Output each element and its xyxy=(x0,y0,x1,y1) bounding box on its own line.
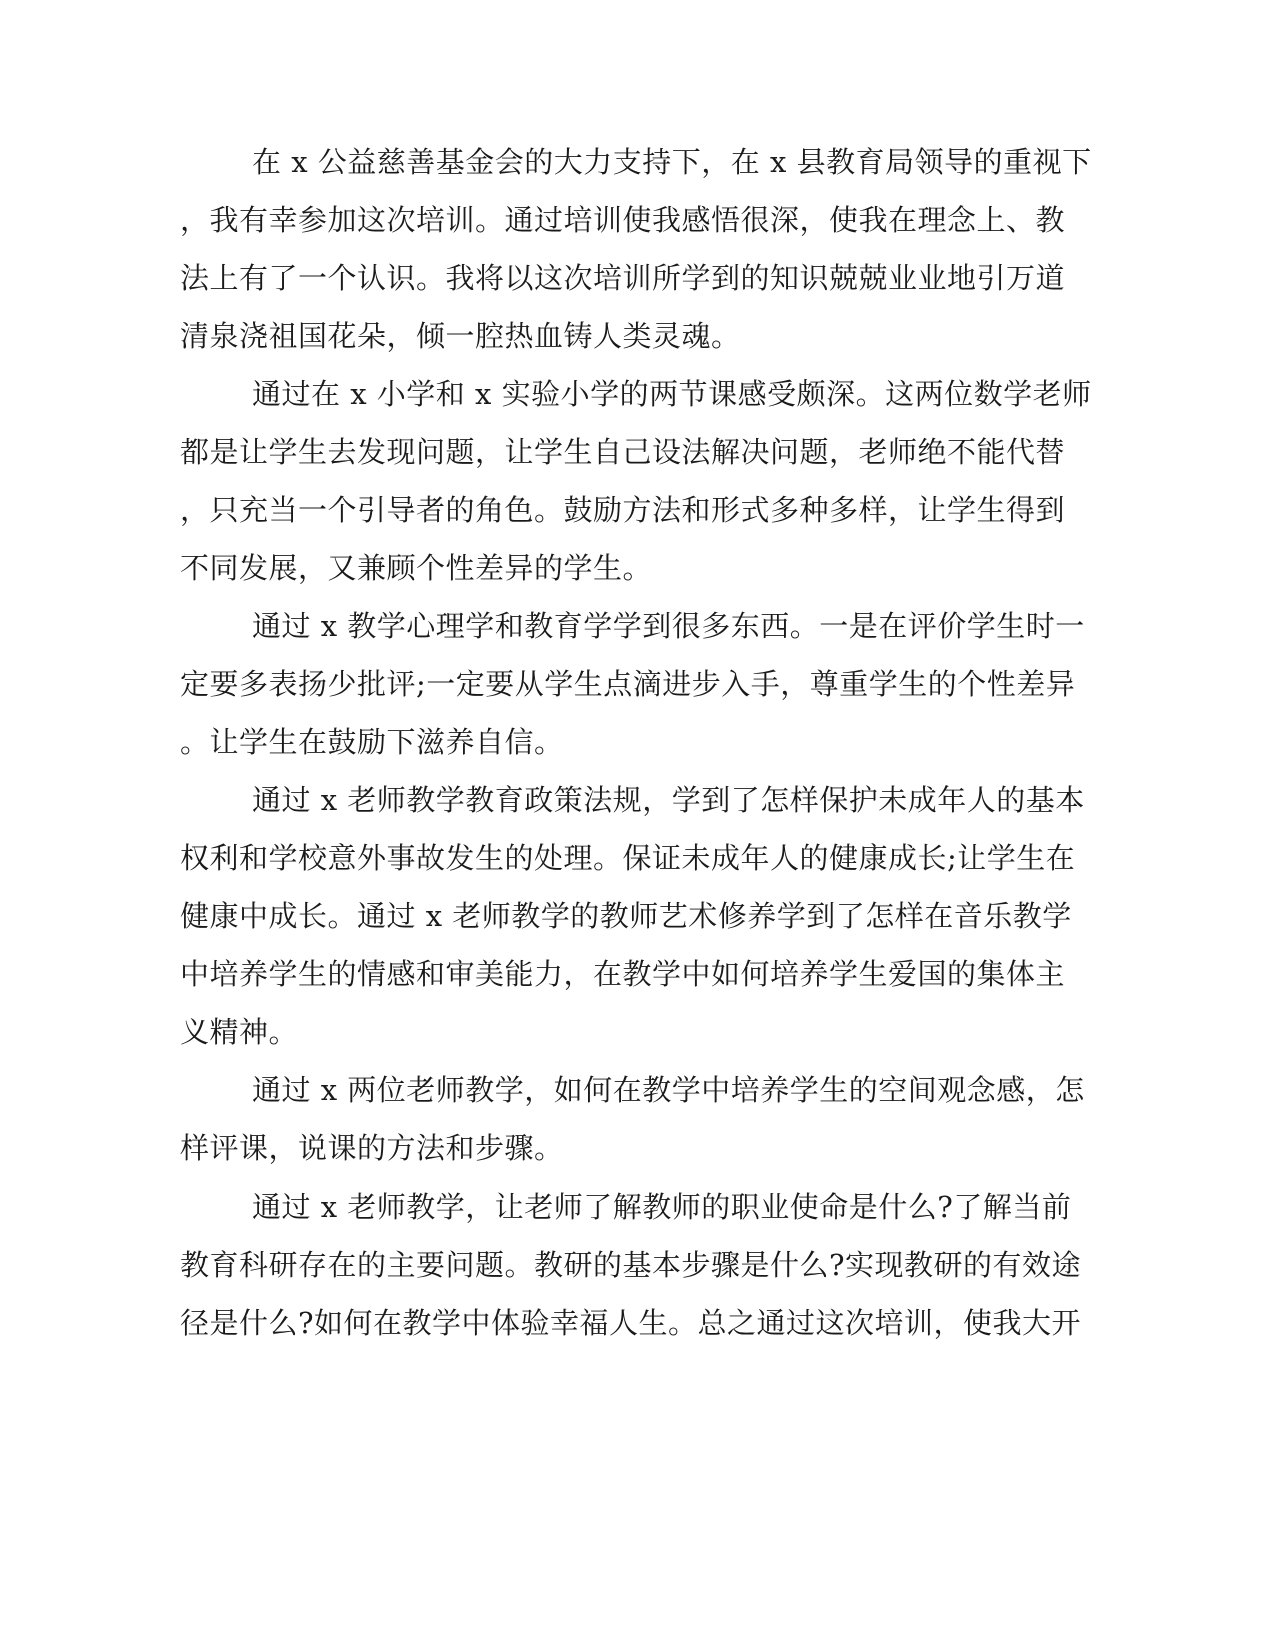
paragraph-first-line: 在 x 公益慈善基金会的大力支持下，在 x 县教育局领导的重视下 xyxy=(252,145,1092,179)
paragraph-line: 清泉浇祖国花朵，倾一腔热血铸人类灵魂。 xyxy=(180,319,741,353)
paragraph-line: 都是让学生去发现问题，让学生自己设法解决问题，老师绝不能代替 xyxy=(180,435,1066,469)
paragraph-line: 中培养学生的情感和审美能力，在教学中如何培养学生爱国的集体主 xyxy=(180,957,1066,991)
paragraph-line: ，我有幸参加这次培训。通过培训使我感悟很深，使我在理念上、教 xyxy=(180,203,1066,237)
paragraph-line: 教育科研存在的主要问题。教研的基本步骤是什么?实现教研的有效途 xyxy=(180,1248,1082,1282)
paragraph-line: 不同发展，又兼顾个性差异的学生。 xyxy=(180,551,653,585)
paragraph-line: 健康中成长。通过 x 老师教学的教师艺术修养学到了怎样在音乐教学 xyxy=(180,899,1072,933)
paragraph-first-line: 通过 x 老师教学，让老师了解教师的职业使命是什么?了解当前 xyxy=(252,1190,1072,1224)
paragraph-line: 样评课，说课的方法和步骤。 xyxy=(180,1131,564,1165)
paragraph-line: ，只充当一个引导者的角色。鼓励方法和形式多种多样，让学生得到 xyxy=(180,493,1066,527)
paragraph-first-line: 通过 x 两位老师教学，如何在教学中培养学生的空间观念感，怎 xyxy=(252,1073,1085,1107)
paragraph-line: 法上有了一个认识。我将以这次培训所学到的知识兢兢业业地引万道 xyxy=(180,261,1066,295)
paragraph-line: 权利和学校意外事故发生的处理。保证未成年人的健康成长;让学生在 xyxy=(180,841,1076,875)
paragraph-first-line: 通过在 x 小学和 x 实验小学的两节课感受颇深。这两位数学老师 xyxy=(252,377,1092,411)
paragraph-line: 径是什么?如何在教学中体验幸福人生。总之通过这次培训，使我大开 xyxy=(180,1306,1082,1340)
paragraph-first-line: 通过 x 老师教学教育政策法规，学到了怎样保护未成年人的基本 xyxy=(252,783,1085,817)
paragraph-line: 义精神。 xyxy=(180,1015,299,1049)
paragraph-line: 。让学生在鼓励下滋养自信。 xyxy=(180,725,564,759)
paragraph-first-line: 通过 x 教学心理学和教育学学到很多东西。一是在评价学生时一 xyxy=(252,609,1085,643)
paragraph-line: 定要多表扬少批评;一定要从学生点滴进步入手，尊重学生的个性差异 xyxy=(180,667,1076,701)
